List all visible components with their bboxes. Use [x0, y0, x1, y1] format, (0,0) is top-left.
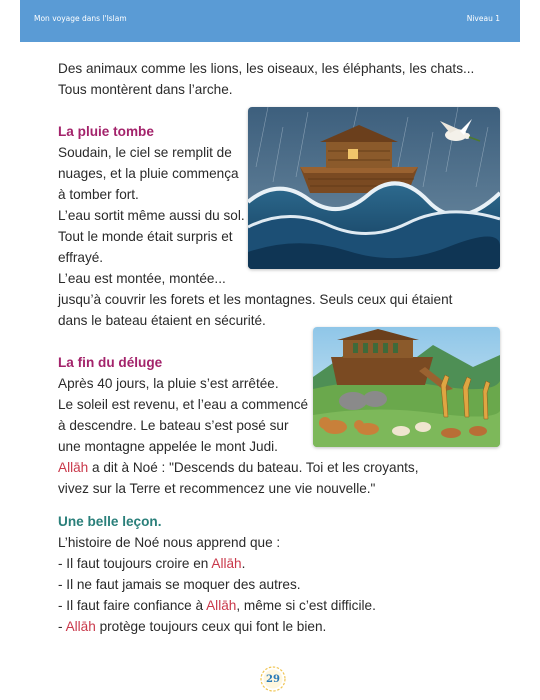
text-line: jusqu’à couvrir les forets et les montagnes. Seuls ceux qui étaient — [58, 292, 453, 307]
text-line: Après 40 jours, la pluie s’est arrêtée. — [58, 376, 279, 391]
section-title-lesson: Une belle leçon. — [58, 514, 162, 529]
allah-name: Allāh — [65, 619, 96, 634]
text-line: à tomber fort. — [58, 187, 139, 202]
lesson-bullet: - Il faut faire confiance à Allāh, même si c’est difficile. — [58, 598, 376, 613]
page-number: 29 — [266, 673, 280, 685]
ark-animals-illustration — [313, 327, 500, 447]
allah-name: Allāh — [211, 556, 242, 571]
text-line: Le soleil est revenu, et l’eau a commencé — [58, 397, 309, 412]
text-line: L’eau sortit même aussi du sol. — [58, 208, 245, 223]
intro-line: Tous montèrent dans l’arche. — [58, 82, 233, 97]
ark-storm-illustration — [248, 107, 500, 269]
allah-name: Allāh — [58, 460, 89, 475]
text-line: Tout le monde était surpris et — [58, 229, 233, 244]
text-line: une montagne appelée le mont Judi. — [58, 439, 278, 454]
allah-name: Allāh — [206, 598, 237, 613]
section-title-flood-end: La fin du déluge — [58, 355, 163, 370]
text-line: à descendre. Le bateau s’est posé sur — [58, 418, 289, 433]
section-title-rain: La pluie tombe — [58, 124, 154, 139]
quote-line: vivez sur la Terre et recommencez une vie nouvelle." — [58, 481, 376, 496]
text-line: nuages, et la pluie commença — [58, 166, 239, 181]
intro-line: Des animaux comme les lions, les oiseaux, les éléphants, les chats... — [58, 61, 475, 76]
header-bar — [20, 0, 520, 42]
level-label: Niveau 1 — [466, 13, 500, 23]
page-number-badge — [258, 664, 288, 694]
text-line: effrayé. — [58, 250, 104, 265]
lesson-bullet: - Il faut toujours croire en Allāh. — [58, 556, 246, 571]
lesson-bullet: - Il ne faut jamais se moquer des autres. — [58, 577, 301, 592]
text-line: dans le bateau étaient en sécurité. — [58, 313, 266, 328]
quote-line: Allāh a dit à Noé : "Descends du bateau. Toi et les croyants, — [58, 460, 419, 475]
text-line: L’eau est montée, montée... — [58, 271, 226, 286]
text-line: Soudain, le ciel se remplit de — [58, 145, 232, 160]
book-title: Mon voyage dans l'Islam — [34, 13, 127, 23]
lesson-intro: L’histoire de Noé nous apprend que : — [58, 535, 281, 550]
lesson-bullet: - Allāh protège toujours ceux qui font le bien. — [58, 619, 327, 634]
